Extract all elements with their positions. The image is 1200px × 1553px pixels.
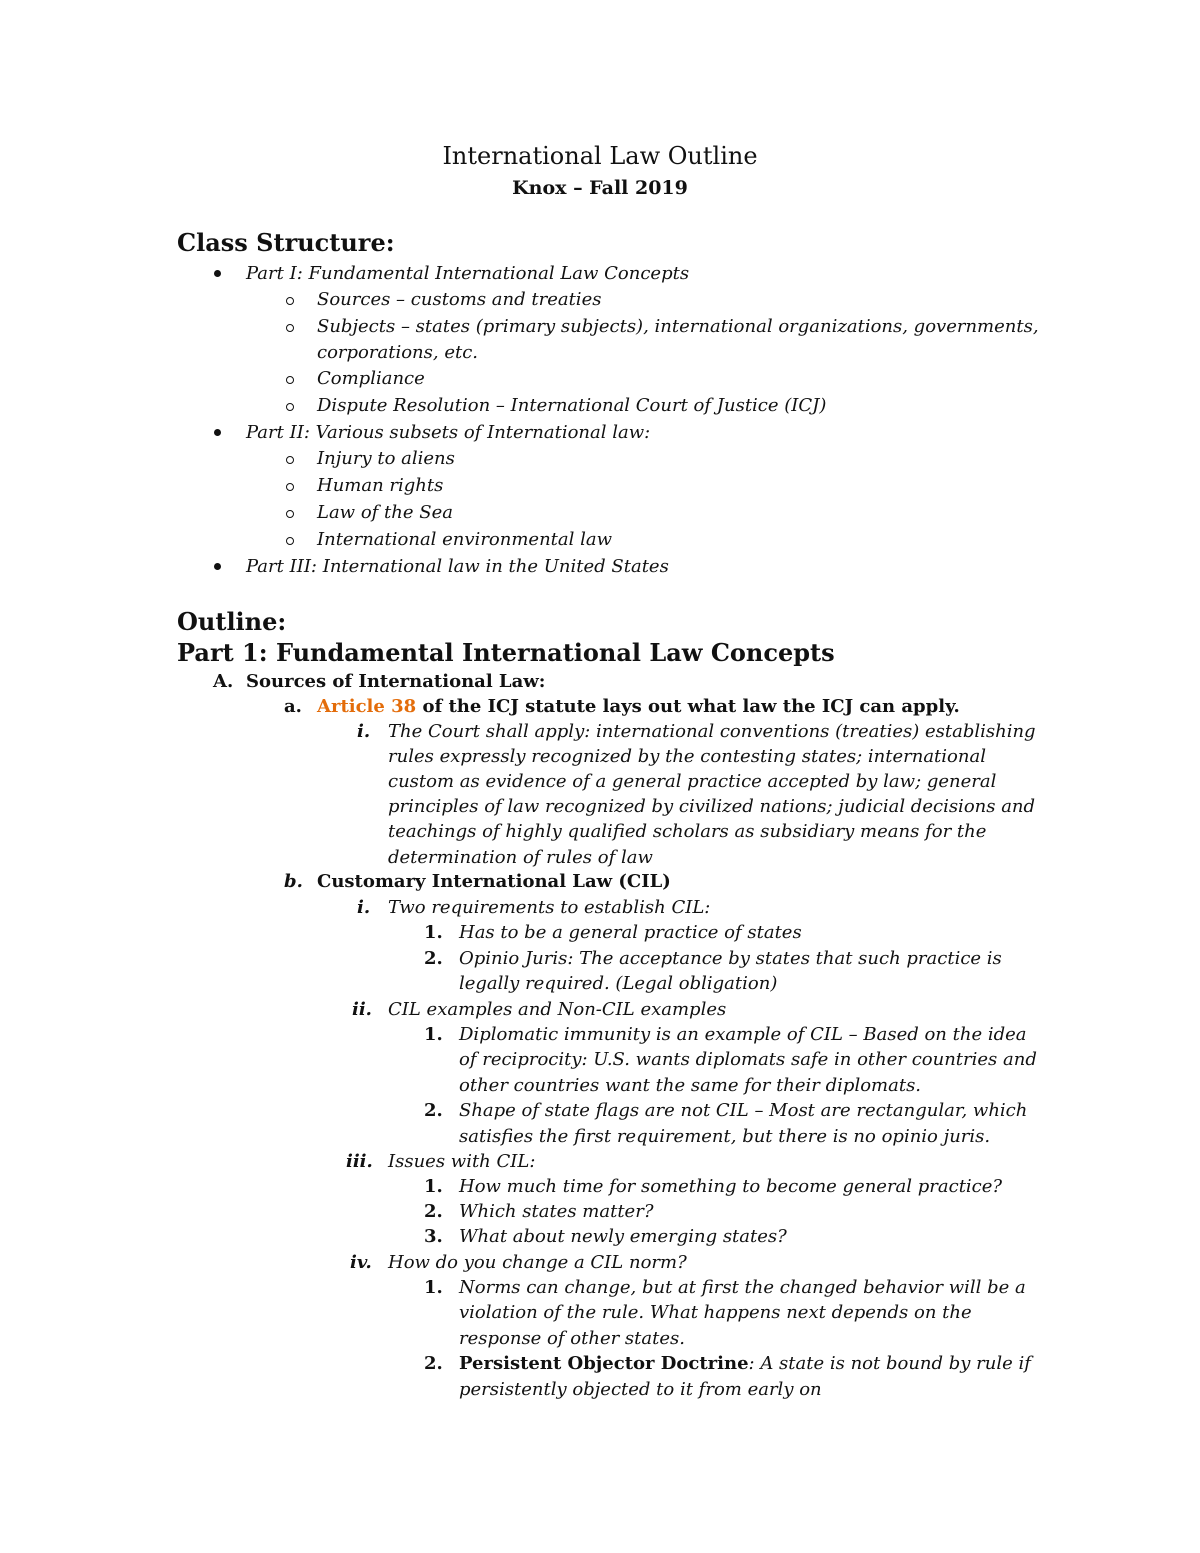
item-a-text: of the ICJ statute lays out what law the ICJ can apply. [422,696,960,717]
marker-1: 1. [424,1176,443,1197]
circle-bullet-icon [286,403,294,411]
item-b-i-2: Opinio Juris: The acceptance by states that such practice is [459,948,1002,969]
marker-a: a. [284,696,302,717]
bullet-icon [214,270,221,277]
item-b-ii-2: Shape of state flags are not CIL – Most are rectangular, which [459,1100,1028,1121]
item-b-i-text: Two requirements to establish CIL: [388,897,711,918]
marker-3: 3. [424,1226,443,1247]
circle-bullet-icon [286,324,294,332]
persistent-objector-def: : A state is not bound by rule if [748,1353,1031,1374]
bullet-icon [214,563,221,570]
marker-i: i. [357,897,371,918]
item-b-iii-3: What about newly emerging states? [459,1226,787,1247]
item-a-i-line: determination of rules of law [388,847,653,868]
class-part-2-item: Injury to aliens [317,448,455,469]
circle-bullet-icon [286,483,294,491]
class-part-3: Part III: International law in the United States [246,556,669,577]
item-b-iv-2 [459,1351,1031,1377]
item-b-iv-1-cont: violation of the rule. What happens next depends on the [459,1302,972,1323]
circle-bullet-icon [286,297,294,305]
item-a-i-line: The Court shall apply: international conventions (treaties) establishing [388,721,1036,742]
marker-i: i. [357,721,371,742]
item-b-iv-1: Norms can change, but at first the changed behavior will be a [459,1277,1026,1298]
class-part-1-item: Subjects – states (primary subjects), international organizations, governments, [317,316,1039,337]
item-b-i-2-cont: legally required. (Legal obligation) [459,973,778,994]
item-b-iv-text: How do you change a CIL norm? [388,1252,687,1273]
class-part-2-item: Law of the Sea [317,502,453,523]
circle-bullet-icon [286,456,294,464]
class-part-2-item: International environmental law [317,529,613,550]
marker-2: 2. [424,1100,443,1121]
marker-2: 2. [424,1201,443,1222]
circle-bullet-icon [286,510,294,518]
bullet-icon [214,429,221,436]
item-b-iii-text: Issues with CIL: [388,1151,536,1172]
class-part-1-item: Sources – customs and treaties [317,289,602,310]
item-a-i-line: principles of law recognized by civilized nations; judicial decisions and [388,796,1036,817]
item-b-ii-text: CIL examples and Non-CIL examples [388,999,727,1020]
article-38-link[interactable]: Article 38 [317,696,423,717]
item-b-ii-1-cont: of reciprocity: U.S. wants diplomats safe in other countries and [459,1049,1037,1070]
item-b-ii-2-cont: satisfies the first requirement, but there is no opinio juris. [459,1126,991,1147]
part1-heading: Part 1: Fundamental International Law Concepts [177,638,835,667]
outline-heading: Outline: [177,607,287,636]
class-part-2: Part II: Various subsets of International law: [246,422,651,443]
class-part-2-item: Human rights [317,475,444,496]
class-part-1-item: Compliance [317,368,425,389]
marker-1: 1. [424,922,443,943]
document-title: International Law Outline [442,142,758,170]
item-b-iv-1-cont: response of other states. [459,1328,685,1349]
persistent-objector-term: Persistent Objector Doctrine [459,1353,749,1374]
item-a-i-line: rules expressly recognized by the contesting states; international [388,746,986,767]
class-part-1: Part I: Fundamental International Law Concepts [246,263,690,284]
item-b-ii-1-cont: other countries want the same for their diplomats. [459,1075,922,1096]
item-a-line [317,694,960,720]
circle-bullet-icon [286,376,294,384]
item-b-ii-1: Diplomatic immunity is an example of CIL – Based on the idea [459,1024,1027,1045]
marker-A: A. [213,671,234,692]
marker-1: 1. [424,1024,443,1045]
item-b-title: Customary International Law (CIL) [317,871,671,892]
marker-2: 2. [424,1353,443,1374]
item-b-iii-1: How much time for something to become general practice? [459,1176,1003,1197]
marker-iii: iii. [346,1151,373,1172]
item-b-i-1: Has to be a general practice of states [459,922,802,943]
marker-2: 2. [424,948,443,969]
item-a-i-line: custom as evidence of a general practice accepted by law; general [388,771,997,792]
item-b-iii-2: Which states matter? [459,1201,654,1222]
class-part-1-item-cont: corporations, etc. [317,342,479,363]
item-b-iv-2-cont: persistently objected to it from early on [459,1379,822,1400]
item-a-i-line: teachings of highly qualified scholars as subsidiary means for the [388,821,987,842]
marker-iv: iv. [350,1252,372,1273]
marker-ii: ii. [352,999,372,1020]
marker-1: 1. [424,1277,443,1298]
class-part-1-item: Dispute Resolution – International Court of Justice (ICJ) [317,395,827,416]
circle-bullet-icon [286,537,294,545]
class-structure-heading: Class Structure: [177,228,395,257]
section-a-title: Sources of International Law: [246,671,546,692]
marker-b: b. [284,871,303,892]
document-subtitle: Knox – Fall 2019 [512,177,688,199]
